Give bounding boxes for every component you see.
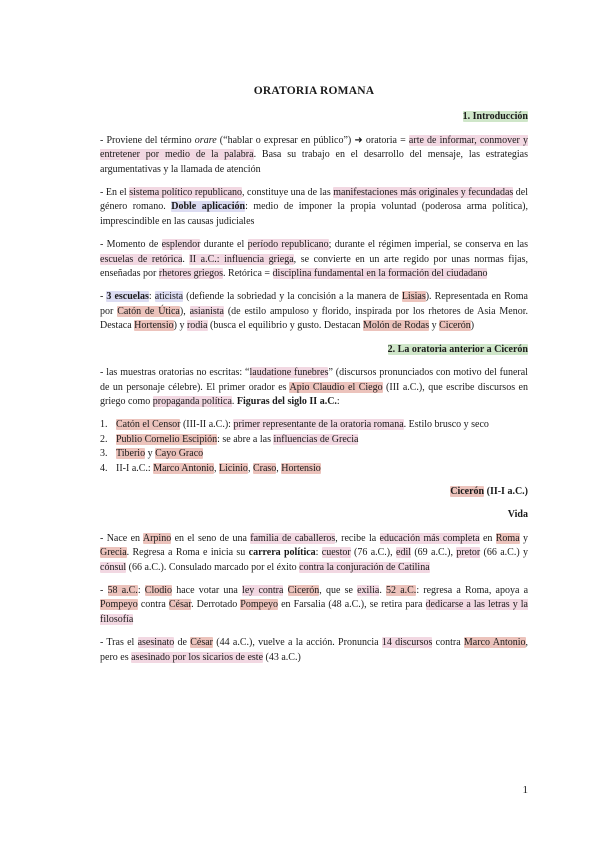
highlight-concept: II a.C.: influencia griega — [189, 253, 294, 265]
text-run: , que se — [319, 584, 358, 596]
paragraph-clodio — [100, 584, 528, 627]
text-run: de — [174, 637, 191, 649]
text-run: del género romano. — [100, 187, 529, 213]
highlight-concept: rhetores griegos — [158, 268, 224, 280]
highlight-concept: 14 discursos — [381, 637, 433, 649]
highlight-concept: sistema político republicano — [129, 187, 243, 199]
text-run: - Tras el — [100, 637, 138, 649]
bold-term: carrera política — [248, 547, 316, 559]
text-run: en — [479, 532, 496, 544]
highlight-name: Pompeyo — [240, 599, 279, 611]
highlight-name: César — [190, 637, 214, 649]
highlight-name: Apio Claudio el Ciego — [289, 381, 383, 393]
text-run: , — [276, 462, 282, 474]
text-run: ” (discursos pronunciados con motivo del funeral de un personaje célebre). El primer orador es — [100, 367, 528, 393]
highlight-key-term: 3 escuelas — [106, 291, 149, 303]
text-run — [283, 585, 287, 596]
highlight-name: Publio Cornelio Escipión — [116, 433, 218, 445]
highlight-section: 1. Introducción — [462, 111, 528, 123]
list-figuras — [100, 418, 528, 476]
highlight-concept: primer representante de la oratoria romana — [233, 419, 404, 431]
highlight-name: Hortensio — [281, 462, 321, 474]
paragraph-nacimiento — [100, 532, 528, 575]
text-run: II-I a.C.: — [116, 462, 154, 474]
highlight-concept: dedicarse a las letras y la filosofía — [100, 599, 528, 625]
highlight-name: Clodio — [144, 584, 173, 596]
highlight-concept: educación más completa — [379, 532, 480, 544]
text-run: (de estilo ampuloso y florido, inspirada por los rhetores de Asia Menor. Destaca — [100, 305, 528, 332]
heading-vida — [100, 508, 528, 522]
highlight-concept: pretor — [456, 547, 481, 559]
text-run: (76 a.C.), — [350, 547, 396, 559]
text-run: - Proviene del término — [100, 134, 195, 146]
highlight-name: César — [168, 599, 192, 611]
highlight-concept: manifestaciones más originales y fecundadas — [333, 187, 514, 199]
text-run: (III-II a.C.): — [180, 419, 234, 431]
italic-term: orare — [194, 134, 217, 146]
text-run: - Nace en — [100, 532, 143, 544]
highlight-name: Tiberio — [116, 448, 146, 460]
text-run: y — [145, 448, 156, 460]
document-content — [100, 84, 528, 674]
text-run: (III a.C.), que escribe discursos en griego como — [100, 381, 528, 407]
highlight-concept: ley contra — [242, 584, 284, 596]
text-run: . Derrotado — [191, 599, 241, 611]
text-run: - — [100, 291, 107, 303]
list-item — [100, 462, 528, 476]
heading-oratoria-anterior — [100, 343, 528, 357]
paragraph-esplendor — [100, 238, 528, 281]
text-run: - — [100, 584, 108, 596]
list-item — [100, 433, 528, 447]
text-run: - las muestras oratorias no escritas: “ — [100, 367, 250, 379]
text-run: : — [336, 395, 340, 407]
text-run: : — [315, 547, 322, 559]
highlight-concept: laudatione funebres — [249, 367, 329, 379]
text-run: Vida — [507, 509, 528, 521]
list-item-number: 3. — [100, 448, 108, 460]
highlight-name: Cayo Graco — [155, 448, 204, 460]
text-run: : se abre a las — [217, 433, 274, 445]
text-run: . Estilo brusco y seco — [403, 419, 489, 431]
highlight-name: Marco Antonio — [463, 637, 526, 649]
highlight-concept: familia de caballeros — [250, 532, 336, 544]
highlight-name: Grecia — [100, 547, 127, 559]
text-run: , — [247, 462, 253, 474]
highlight-name: Marco Antonio — [153, 462, 215, 474]
highlight-name: Arpino — [142, 532, 172, 544]
document-title: ORATORIA ROMANA — [253, 85, 375, 97]
highlight-name: Roma — [495, 532, 520, 544]
text-run: en el seno de una — [171, 532, 251, 544]
text-run: ). Representada en Roma por — [100, 291, 528, 317]
highlight-concept: exilia — [357, 584, 380, 596]
highlight-name: Cicerón — [287, 584, 320, 596]
highlight-name: Licinio — [219, 462, 248, 474]
highlight-name: Hortensio — [134, 320, 174, 332]
text-run: (“hablar o expresar en público”) ➜ oratoria = — [216, 134, 409, 146]
list-item — [100, 447, 528, 461]
highlight-concept: asesinato — [137, 637, 175, 649]
text-run: durante el — [200, 239, 248, 251]
highlight-concept: disciplina fundamental en la formación del ciudadano — [272, 268, 488, 280]
text-run: (43 a.C.) — [263, 651, 301, 663]
list-item-number: 2. — [100, 433, 108, 445]
list-item-number: 4. — [100, 462, 108, 474]
text-run: - En el — [100, 187, 130, 199]
paragraph-asesinato — [100, 636, 528, 665]
text-run: ; durante el régimen imperial, se conserva en las — [328, 239, 529, 251]
text-run: y — [519, 532, 529, 544]
heading-ciceron — [100, 485, 528, 499]
text-run: (II-I a.C.) — [484, 485, 528, 497]
highlight-concept: asianista — [189, 305, 224, 317]
text-run: ) — [470, 320, 475, 332]
text-run: contra — [432, 637, 464, 649]
text-run: - Momento de — [100, 239, 162, 251]
text-run: (69 a.C.), — [411, 547, 457, 559]
highlight-name: Molón de Rodas — [363, 320, 430, 332]
bold-term: Figuras del siglo II a.C. — [236, 395, 337, 407]
highlight-section: 2. La oratoria anterior a Cicerón — [387, 343, 528, 355]
highlight-concept: asesinado por los sicarios de este — [131, 651, 264, 663]
text-run: , se convierte en un arte regido por unas normas fijas, enseñadas por — [100, 253, 529, 280]
text-run: : medio de imponer la propia voluntad (poderosa arma política), imprescindible en las causas judiciales — [100, 201, 528, 227]
highlight-concept: período republicano — [247, 239, 329, 251]
text-run: , constituye una de las — [242, 187, 334, 199]
text-run: . — [231, 395, 237, 407]
text-run: y — [429, 320, 440, 332]
text-run: (66 a.C.). Consulado marcado por el éxito — [126, 561, 300, 573]
text-run: (44 a.C.), vuelve a la acción. Pronuncia — [213, 637, 382, 649]
paragraph-sistema-politico — [100, 186, 528, 229]
highlight-name: Catón de Útica — [117, 305, 180, 317]
text-run: , recibe la — [335, 532, 380, 544]
highlight-name: 58 a.C. — [107, 584, 138, 596]
highlight-name: Cicerón — [439, 320, 471, 332]
paragraph-escuelas — [100, 290, 528, 333]
highlight-concept: edil — [396, 547, 411, 559]
highlight-concept: propaganda política — [152, 395, 232, 407]
text-run: , — [214, 462, 220, 474]
text-run: , pero es — [100, 637, 528, 663]
text-run: en Farsalia (48 a.C.), se retira para — [278, 599, 426, 611]
text-run: contra — [137, 599, 169, 611]
paragraph-muestras — [100, 366, 528, 409]
list-item — [100, 418, 528, 432]
highlight-name: Lisias — [401, 291, 426, 303]
text-run: . Retórica = — [223, 268, 273, 280]
text-run: : regresa a Roma, apoya a — [416, 584, 529, 596]
document-body — [100, 110, 528, 665]
page-number: 1 — [522, 784, 528, 796]
text-run: . — [379, 584, 387, 596]
text-run: ) y — [173, 320, 187, 332]
text-run: hace votar una — [172, 584, 243, 596]
paragraph-origen — [100, 134, 528, 177]
text-run: . Regresa a Roma e inicia su — [126, 547, 249, 559]
highlight-concept: arte de informar, conmover y entretener por medio de la palabra — [100, 134, 529, 161]
list-item-number: 1. — [100, 419, 108, 431]
highlight-name: 52 a.C. — [386, 584, 417, 596]
heading-introduccion — [100, 110, 528, 124]
highlight-concept: contra la conjuración de Catilina — [299, 561, 430, 573]
text-run: (defiende la sobriedad y la concisión a la manera de — [183, 291, 402, 303]
highlight-concept: cónsul — [100, 561, 127, 573]
highlight-key-term: aticista — [154, 291, 184, 303]
text-run: : — [148, 291, 155, 303]
text-run: (66 a.C.) y — [480, 547, 529, 559]
text-run: ), — [179, 305, 190, 317]
highlight-name: Cicerón — [450, 485, 485, 497]
highlight-concept: esplendor — [161, 239, 201, 251]
highlight-concept: escuelas de retórica — [100, 253, 183, 265]
text-run: (busca el equilibrio y gusto. Destacan — [207, 320, 364, 332]
highlight-key-term: Doble aplicación — [171, 201, 246, 213]
text-run: : — [137, 584, 145, 596]
text-run: . Basa su trabajo en el desarrollo del mensaje, las estrategias argumentativas y la llamada de atención — [100, 149, 528, 175]
highlight-name: Pompeyo — [100, 599, 138, 611]
highlight-concept: influencias de Grecia — [273, 433, 359, 445]
highlight-name: Craso — [252, 462, 277, 474]
text-run: . — [182, 253, 190, 265]
highlight-concept: cuestor — [321, 547, 351, 559]
highlight-concept: rodia — [186, 320, 208, 332]
highlight-name: Catón el Censor — [116, 419, 181, 431]
